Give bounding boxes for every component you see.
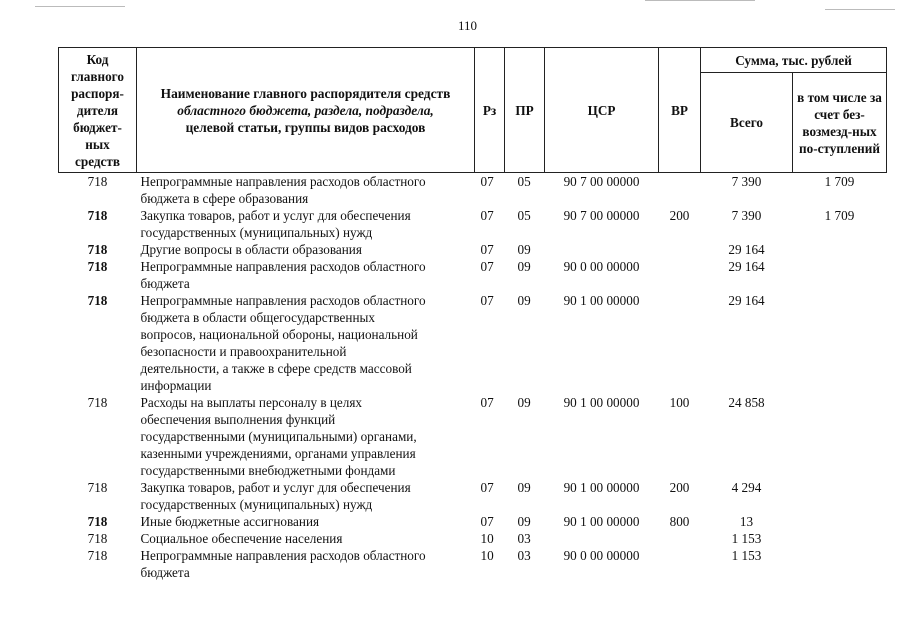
row-name (137, 258, 475, 292)
row-name-line: бюджета (140, 276, 190, 291)
row-name (137, 394, 475, 479)
row-vr (659, 530, 701, 547)
row-name-line: Расходы на выплаты персоналу в целях (140, 395, 363, 410)
row-csr: 90 7 00 00000 (563, 174, 640, 189)
row-csr: 90 7 00 00000 (563, 208, 640, 223)
row-csr (545, 530, 659, 547)
row-pr: 05 (517, 174, 531, 189)
row-name-line: Непрограммные направления расходов областного (140, 174, 426, 189)
header-pr: ПР (505, 48, 545, 173)
row-code: 718 (87, 174, 108, 189)
row-total: 29 164 (728, 259, 765, 274)
header-vr: ВР (659, 48, 701, 173)
row-name (137, 479, 475, 513)
row-name-line: государственными (муниципальными) органами, (140, 429, 417, 444)
row-total: 29 164 (728, 293, 765, 308)
row-code: 718 (87, 208, 108, 223)
row-pr: 09 (517, 242, 531, 257)
row-total: 1 153 (731, 531, 762, 546)
row-code: 718 (87, 480, 108, 495)
row-pr: 09 (517, 480, 531, 495)
header-sum: Сумма, тыс. рублей (701, 48, 887, 73)
row-incl (793, 479, 887, 513)
row-name (137, 207, 475, 241)
row-name-line: бюджета в сфере образования (140, 191, 309, 206)
row-name-line: деятельности, а также в сфере средств массовой (140, 361, 412, 376)
row-csr: 90 1 00 00000 (563, 395, 640, 410)
row-name-line: государственных (муниципальных) нужд (140, 497, 373, 512)
row-name-line: Иные бюджетные ассигнования (140, 514, 320, 529)
table-row (59, 513, 887, 530)
row-vr: 200 (669, 480, 690, 495)
row-rz: 10 (480, 531, 494, 546)
row-incl: 1 709 (824, 208, 855, 223)
row-total: 13 (739, 514, 754, 529)
row-code: 718 (87, 514, 108, 529)
row-code: 718 (87, 259, 108, 274)
row-rz: 07 (480, 208, 494, 223)
row-name-line: бюджета (140, 565, 190, 580)
table-row (59, 394, 887, 479)
row-rz: 07 (480, 259, 494, 274)
row-name-line: государственными внебюджетными фондами (140, 463, 396, 478)
header-total: Всего (701, 73, 793, 173)
row-name-line: безопасности и правоохранительной (140, 344, 347, 359)
row-name (137, 241, 475, 258)
row-rz: 07 (480, 514, 494, 529)
row-total: 1 153 (731, 548, 762, 563)
row-incl (793, 394, 887, 479)
row-incl (793, 258, 887, 292)
row-rz: 07 (480, 242, 494, 257)
header-name-line: Наименование главного распорядителя средств (160, 85, 451, 101)
row-name-line: Непрограммные направления расходов областного (140, 259, 426, 274)
row-total: 7 390 (731, 208, 762, 223)
table-row (59, 530, 887, 547)
row-vr (659, 258, 701, 292)
table-row (59, 258, 887, 292)
row-vr (659, 547, 701, 581)
row-total: 24 858 (728, 395, 765, 410)
header-rz: Рз (475, 48, 505, 173)
row-incl (793, 513, 887, 530)
header-code: Код главного распоря-дителя бюджет-ных средств (59, 48, 137, 173)
row-name-line: Социальное обеспечение населения (140, 531, 343, 546)
row-name (137, 292, 475, 394)
row-incl (793, 530, 887, 547)
row-name-line: вопросов, национальной обороны, национальной (140, 327, 418, 342)
row-vr (659, 241, 701, 258)
table-row (59, 292, 887, 394)
row-rz: 07 (480, 174, 494, 189)
budget-table (58, 47, 887, 581)
row-code: 718 (87, 531, 108, 546)
row-vr: 800 (669, 514, 690, 529)
table-row (59, 547, 887, 581)
row-name-line: информации (140, 378, 212, 393)
table-row (59, 479, 887, 513)
header-csr: ЦСР (545, 48, 659, 173)
row-code: 718 (87, 548, 108, 563)
row-incl (793, 292, 887, 394)
row-total: 29 164 (728, 242, 765, 257)
page-number: 110 (458, 18, 478, 33)
row-name (137, 547, 475, 581)
row-code: 718 (87, 293, 108, 308)
row-pr: 05 (517, 208, 531, 223)
row-rz: 10 (480, 548, 494, 563)
row-code: 718 (87, 395, 108, 410)
row-name-line: Непрограммные направления расходов областного (140, 548, 426, 563)
row-pr: 09 (517, 395, 531, 410)
row-pr: 09 (517, 293, 531, 308)
row-rz: 07 (480, 480, 494, 495)
row-csr: 90 1 00 00000 (563, 514, 640, 529)
row-incl (793, 547, 887, 581)
row-vr: 100 (669, 395, 690, 410)
row-pr: 03 (517, 531, 531, 546)
row-total: 7 390 (731, 174, 762, 189)
row-name-line: обеспечения выполнения функций (140, 412, 336, 427)
row-name-line: Другие вопросы в области образования (140, 242, 362, 257)
row-name (137, 513, 475, 530)
table-row (59, 173, 887, 208)
table-body (59, 173, 887, 582)
row-name-line: Непрограммные направления расходов областного (140, 293, 426, 308)
row-pr: 09 (517, 514, 531, 529)
row-code: 718 (87, 242, 108, 257)
row-incl (793, 241, 887, 258)
row-name-line: Закупка товаров, работ и услуг для обеспечения (140, 208, 411, 223)
table-header (59, 48, 887, 173)
row-csr: 90 1 00 00000 (563, 480, 640, 495)
row-name-line: казенными учреждениями, органами управления (140, 446, 416, 461)
row-vr: 200 (669, 208, 690, 223)
header-name-line: целевой статьи, группы видов расходов (185, 119, 426, 135)
row-name (137, 530, 475, 547)
row-total: 4 294 (731, 480, 762, 495)
table-row (59, 207, 887, 241)
row-vr (659, 292, 701, 394)
row-csr: 90 0 00 00000 (563, 548, 640, 563)
row-name-line: Закупка товаров, работ и услуг для обеспечения (140, 480, 411, 495)
row-name (137, 173, 475, 208)
row-pr: 03 (517, 548, 531, 563)
header-name (137, 48, 475, 173)
row-rz: 07 (480, 395, 494, 410)
row-pr: 09 (517, 259, 531, 274)
header-name-line: областного бюджета, раздела, подраздела, (177, 102, 434, 118)
row-vr (659, 173, 701, 208)
row-incl: 1 709 (824, 174, 855, 189)
row-rz: 07 (480, 293, 494, 308)
row-name-line: государственных (муниципальных) нужд (140, 225, 373, 240)
row-name-line: бюджета в области общегосударственных (140, 310, 375, 325)
header-incl: в том числе за счет без-возмезд-ных по-ступлений (793, 73, 887, 173)
row-csr: 90 0 00 00000 (563, 259, 640, 274)
row-csr (545, 241, 659, 258)
row-csr: 90 1 00 00000 (563, 293, 640, 308)
table-row (59, 241, 887, 258)
